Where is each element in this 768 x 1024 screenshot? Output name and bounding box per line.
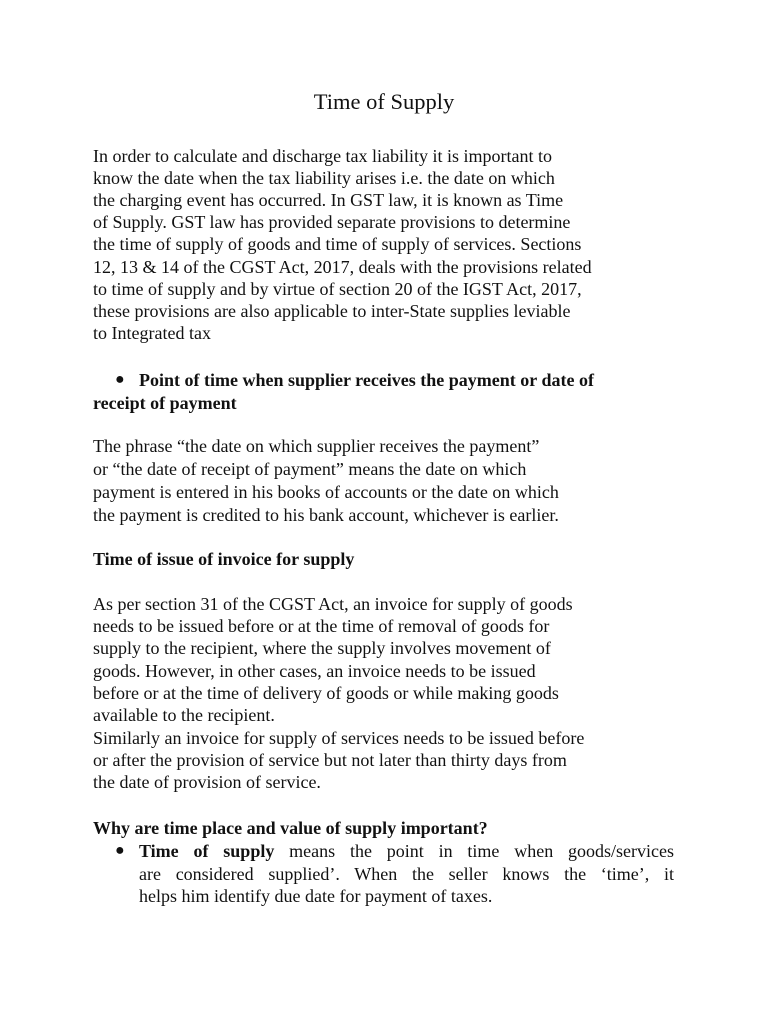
text-line: goods. However, in other cases, an invoice needs to be issued xyxy=(93,661,536,681)
section-heading-why: Why are time place and value of supply important? xyxy=(93,818,488,838)
text-line: In order to calculate and discharge tax liability it is important to xyxy=(93,146,553,166)
text-line: supply to the recipient, where the supply involves movement of xyxy=(93,638,551,658)
text-line: The phrase “the date on which supplier receives the payment” xyxy=(93,436,540,456)
text-line: As per section 31 of the CGST Act, an invoice for supply of goods xyxy=(93,594,573,614)
text-line: know the date when the tax liability arises i.e. the date on which xyxy=(93,168,555,188)
text-line: these provisions are also applicable to inter-State supplies leviable xyxy=(93,301,571,321)
bullet-text-line xyxy=(139,840,674,862)
bullet-icon: ● xyxy=(115,842,125,859)
text-line: Similarly an invoice for supply of services needs to be issued before xyxy=(93,728,585,748)
text-line: of Supply. GST law has provided separate provisions to determine xyxy=(93,212,571,232)
bullet-bold-term: Time of supply xyxy=(139,841,275,861)
text-line: the charging event has occurred. In GST law, it is known as Time xyxy=(93,190,564,210)
bullet-icon: ● xyxy=(115,371,125,388)
bullet-text-line: are considered supplied’. When the seller knows the ‘time’, it xyxy=(139,864,674,884)
page-title: Time of Supply xyxy=(313,89,455,114)
text-line: to time of supply and by virtue of section 20 of the IGST Act, 2017, xyxy=(93,279,582,299)
text-line: to Integrated tax xyxy=(93,323,211,343)
bullet-heading-line: receipt of payment xyxy=(93,393,237,413)
bullet-text-rest: means the point in time when goods/services xyxy=(274,841,675,861)
text-line: payment is entered in his books of accounts or the date on which xyxy=(93,482,559,502)
bullet-text-line: helps him identify due date for payment of taxes. xyxy=(139,886,493,906)
text-line: the payment is credited to his bank account, whichever is earlier. xyxy=(93,505,559,525)
text-line: or “the date of receipt of payment” means the date on which xyxy=(93,459,527,479)
text-line: available to the recipient. xyxy=(93,705,275,725)
text-line: before or at the time of delivery of goods or while making goods xyxy=(93,683,559,703)
text-line: 12, 13 & 14 of the CGST Act, 2017, deals with the provisions related xyxy=(93,257,592,277)
text-line: needs to be issued before or at the time of removal of goods for xyxy=(93,616,550,636)
text-line: the date of provision of service. xyxy=(93,772,321,792)
section-heading-invoice: Time of issue of invoice for supply xyxy=(93,549,355,569)
bullet-heading-line: Point of time when supplier receives the payment or date of xyxy=(139,370,594,390)
text-line: the time of supply of goods and time of supply of services. Sections xyxy=(93,234,582,254)
text-line: or after the provision of service but not later than thirty days from xyxy=(93,750,567,770)
